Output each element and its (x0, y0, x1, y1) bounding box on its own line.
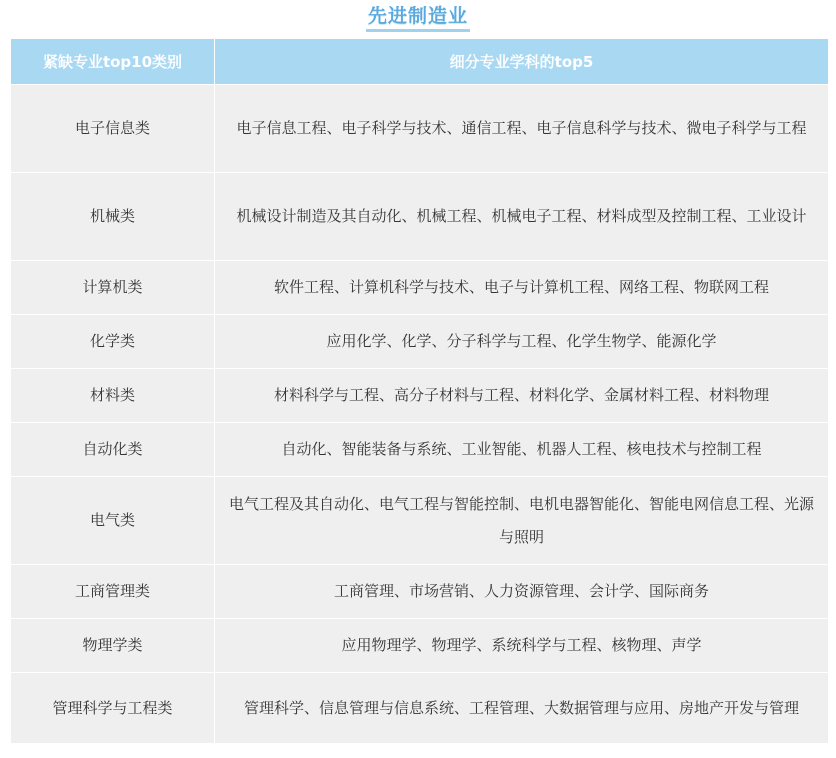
category-cell: 计算机类 (11, 261, 215, 315)
category-cell: 电子信息类 (11, 85, 215, 173)
category-cell: 化学类 (11, 315, 215, 369)
majors-cell: 自动化、智能装备与系统、工业智能、机器人工程、核电技术与控制工程 (215, 423, 829, 477)
category-cell: 机械类 (11, 173, 215, 261)
majors-cell: 机械设计制造及其自动化、机械工程、机械电子工程、材料成型及控制工程、工业设计 (215, 173, 829, 261)
majors-cell: 应用化学、化学、分子科学与工程、化学生物学、能源化学 (215, 315, 829, 369)
majors-cell: 应用物理学、物理学、系统科学与工程、核物理、声学 (215, 619, 829, 673)
table-row (11, 315, 829, 369)
header-majors: 细分专业学科的top5 (215, 39, 829, 85)
table-row (11, 673, 829, 744)
category-cell: 材料类 (11, 369, 215, 423)
category-cell: 自动化类 (11, 423, 215, 477)
table-row (11, 85, 829, 173)
header-category: 紧缺专业top10类别 (11, 39, 215, 85)
table-row (11, 261, 829, 315)
majors-cell: 工商管理、市场营销、人力资源管理、会计学、国际商务 (215, 565, 829, 619)
page-title: 先进制造业 (366, 4, 470, 32)
title-container (0, 0, 836, 36)
majors-cell: 材料科学与工程、高分子材料与工程、材料化学、金属材料工程、材料物理 (215, 369, 829, 423)
category-cell: 电气类 (11, 477, 215, 565)
table-row (11, 477, 829, 565)
table-row (11, 369, 829, 423)
category-cell: 物理学类 (11, 619, 215, 673)
table-row (11, 619, 829, 673)
table-row (11, 565, 829, 619)
table-header-row (11, 39, 829, 85)
majors-cell: 管理科学、信息管理与信息系统、工程管理、大数据管理与应用、房地产开发与管理 (215, 673, 829, 744)
majors-cell: 软件工程、计算机科学与技术、电子与计算机工程、网络工程、物联网工程 (215, 261, 829, 315)
table-row (11, 173, 829, 261)
majors-cell: 电气工程及其自动化、电气工程与智能控制、电机电器智能化、智能电网信息工程、光源与照明 (215, 477, 829, 565)
majors-table (10, 38, 829, 744)
category-cell: 工商管理类 (11, 565, 215, 619)
table-row (11, 423, 829, 477)
majors-cell: 电子信息工程、电子科学与技术、通信工程、电子信息科学与技术、微电子科学与工程 (215, 85, 829, 173)
category-cell: 管理科学与工程类 (11, 673, 215, 744)
